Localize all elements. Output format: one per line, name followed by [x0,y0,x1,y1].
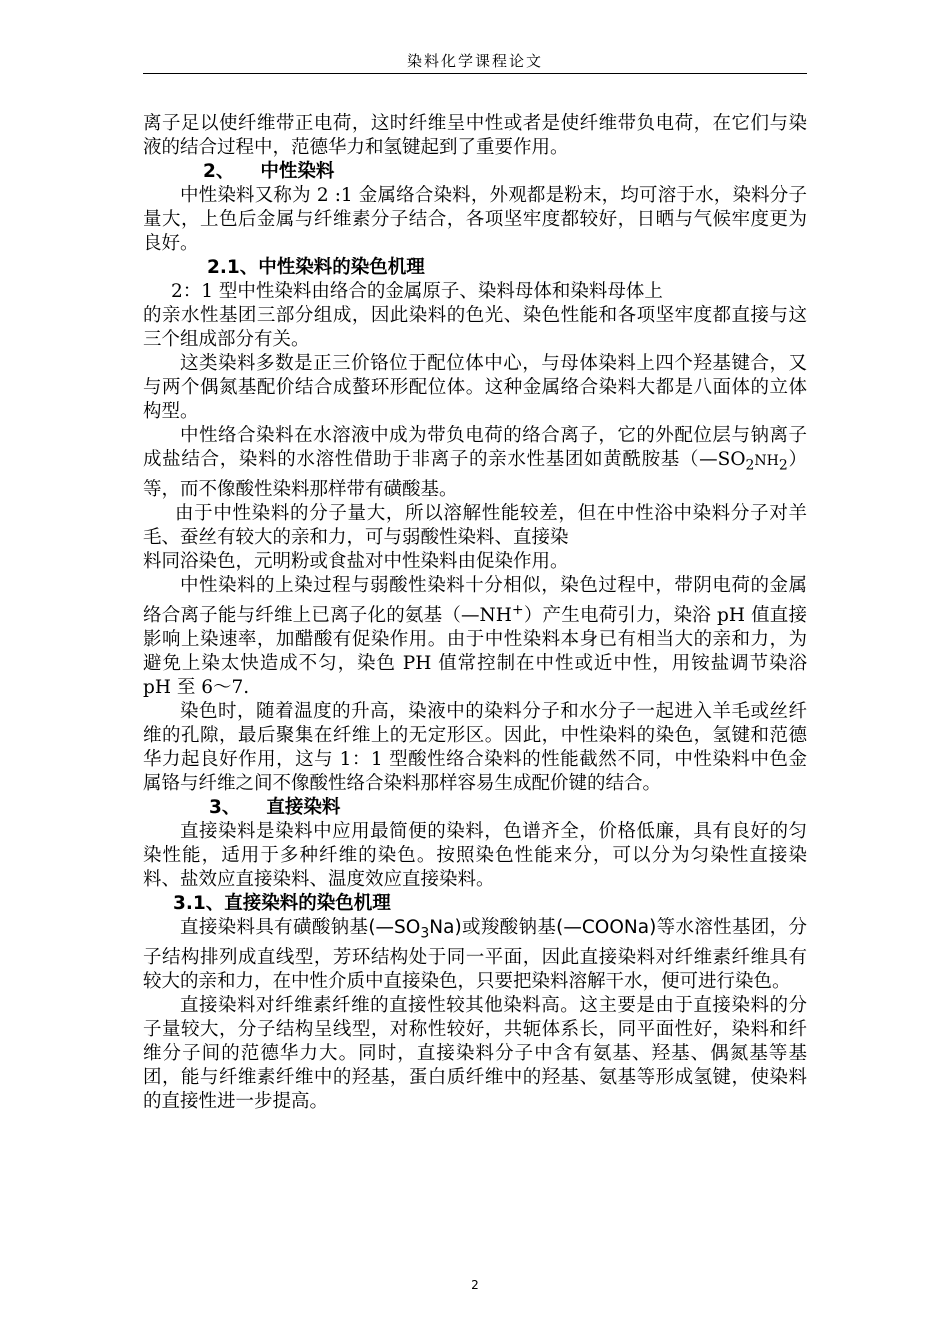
subsection-heading-3-1: 3.1、直接染料的染色机理 [173,892,391,914]
paragraph [143,424,807,502]
header-rule [143,73,807,74]
text-run: NH [754,453,779,469]
paragraph [143,574,807,700]
paragraph-line: 由于中性染料的分子量大，所以溶解性能较差，但在中性浴中染料分子对羊毛、蚕丝有较大的亲和力，可与弱酸性染料、直接染 [143,502,807,548]
text-run: 或羧酸钠基 [461,916,557,938]
text-run: 中性络合染料在水溶液中成为带负电荷的络合离子，它的外配位层与钠离子成盐结合，染料的水溶性借助于非离子的亲水性基团如黄酰胺基（—SO [143,425,807,470]
subscript: 3 [420,925,430,942]
text-run: 中性染料的上染过程与弱酸性染料十分相似，染色过程中，带阴电荷的金属络合离子能与纤维上已离子化的氨基（—NH [143,574,807,626]
paragraph: 直接染料对纤维素纤维的直接性较其他染料高。这主要是由于直接染料的分子量较大，分子结构呈线型，对称性较好，共轭体系长，同平面性好，染料和纤维分子间的范德华力大。同时，直接染料分子中含有氨基、羟基、偶氮基等基团，能与纤维素纤维中的羟基，蛋白质纤维中的羟基、氨基等形成氢键，使染料的直接性进一步提高。 [143,994,807,1112]
subscript: 2 [778,457,788,474]
paragraph: 的亲水性基团三部分组成，因此染料的色光、染色性能和各项坚牢度都直接与这三个组成部分有关。 [143,305,807,350]
document-body [143,112,807,1114]
section-title: 直接染料 [266,796,341,818]
subscript: 2 [745,457,755,474]
page-number: 2 [471,1278,479,1292]
section-number: 3、 [209,796,241,818]
page-header-title: 染料化学课程论文 [406,52,543,70]
paragraph: 离子足以使纤维带正电荷，这时纤维呈中性或者是使纤维带负电荷，在它们与染液的结合过程中，范德华力和氢键起到了重要作用。 [143,113,807,158]
text-run: ）产生电荷引力，染浴 pH 值直接影响上染速率，加醋酸有促染作用。由于中性染料本身已有相当大的亲和力，为避免上染太快造成不匀，染色 PH 值常控制在中性或近中性，用铵盐调节染浴 pH 至 6～7. [143,604,807,698]
paragraph: 料同浴染色，元明粉或食盐对中性染料由促染作用。 [143,550,569,572]
section-heading-2 [143,160,807,184]
text-run: 等水溶性基团，分子结构排列成直线型，芳环结构处于同一平面，因此直接染料对纤维素纤维具有较大的亲和力，在中性介质中直接染色，只要把染料溶解干水，便可进行染色。 [143,916,807,992]
formula: Na) [429,916,462,938]
paragraph: 中性染料又称为 2 :1 金属络合染料，外观都是粉末，均可溶于水，染料分子量大，上色后金属与纤维素分子结合，各项坚牢度都较好，日晒与气候牢度更为良好。 [143,185,807,254]
section-title: 中性染料 [260,161,335,182]
section-heading-3 [143,796,807,820]
paragraph-line: 2：1 型中性染料由络合的金属原子、染料母体和染料母体上 [171,281,663,302]
superscript: + [511,601,524,618]
formula: (—COONa) [556,916,657,938]
paragraph: 染色时，随着温度的升高，染液中的染料分子和水分子一起进入羊毛或丝纤维的孔隙，最后聚集在纤维上的无定形区。因此，中性染料的染色，氢键和范德华力起良好作用，这与 1：1 型酸性络合染料的性能截然不同，中性染料中色金属铬与纤维之间不像酸性络合染料那样容易生成配价键的结合。 [143,700,807,794]
section-number: 2、 [203,161,235,182]
paragraph: 这类染料多数是正三价铬位于配位体中心，与母体染料上四个羟基键合，又与两个偶氮基配价结合成螯环形配位体。这种金属络合染料大都是八面体的立体构型。 [143,353,807,422]
text-run: ）等，而不像酸性染料那样带有磺酸基。 [143,449,807,500]
paragraph [143,916,807,994]
subsection-heading-2-1: 2.1、中性染料的染色机理 [207,257,425,278]
paragraph: 直接染料是染料中应用最简便的染料，色谱齐全，价格低廉，具有良好的匀染性能，适用于多种纤维的染色。按照染色性能来分，可以分为匀染性直接染料、盐效应直接染料、温度效应直接染料。 [143,820,807,890]
text-run: 直接染料具有磺酸钠基 [180,916,369,938]
formula: (—SO [368,916,421,938]
